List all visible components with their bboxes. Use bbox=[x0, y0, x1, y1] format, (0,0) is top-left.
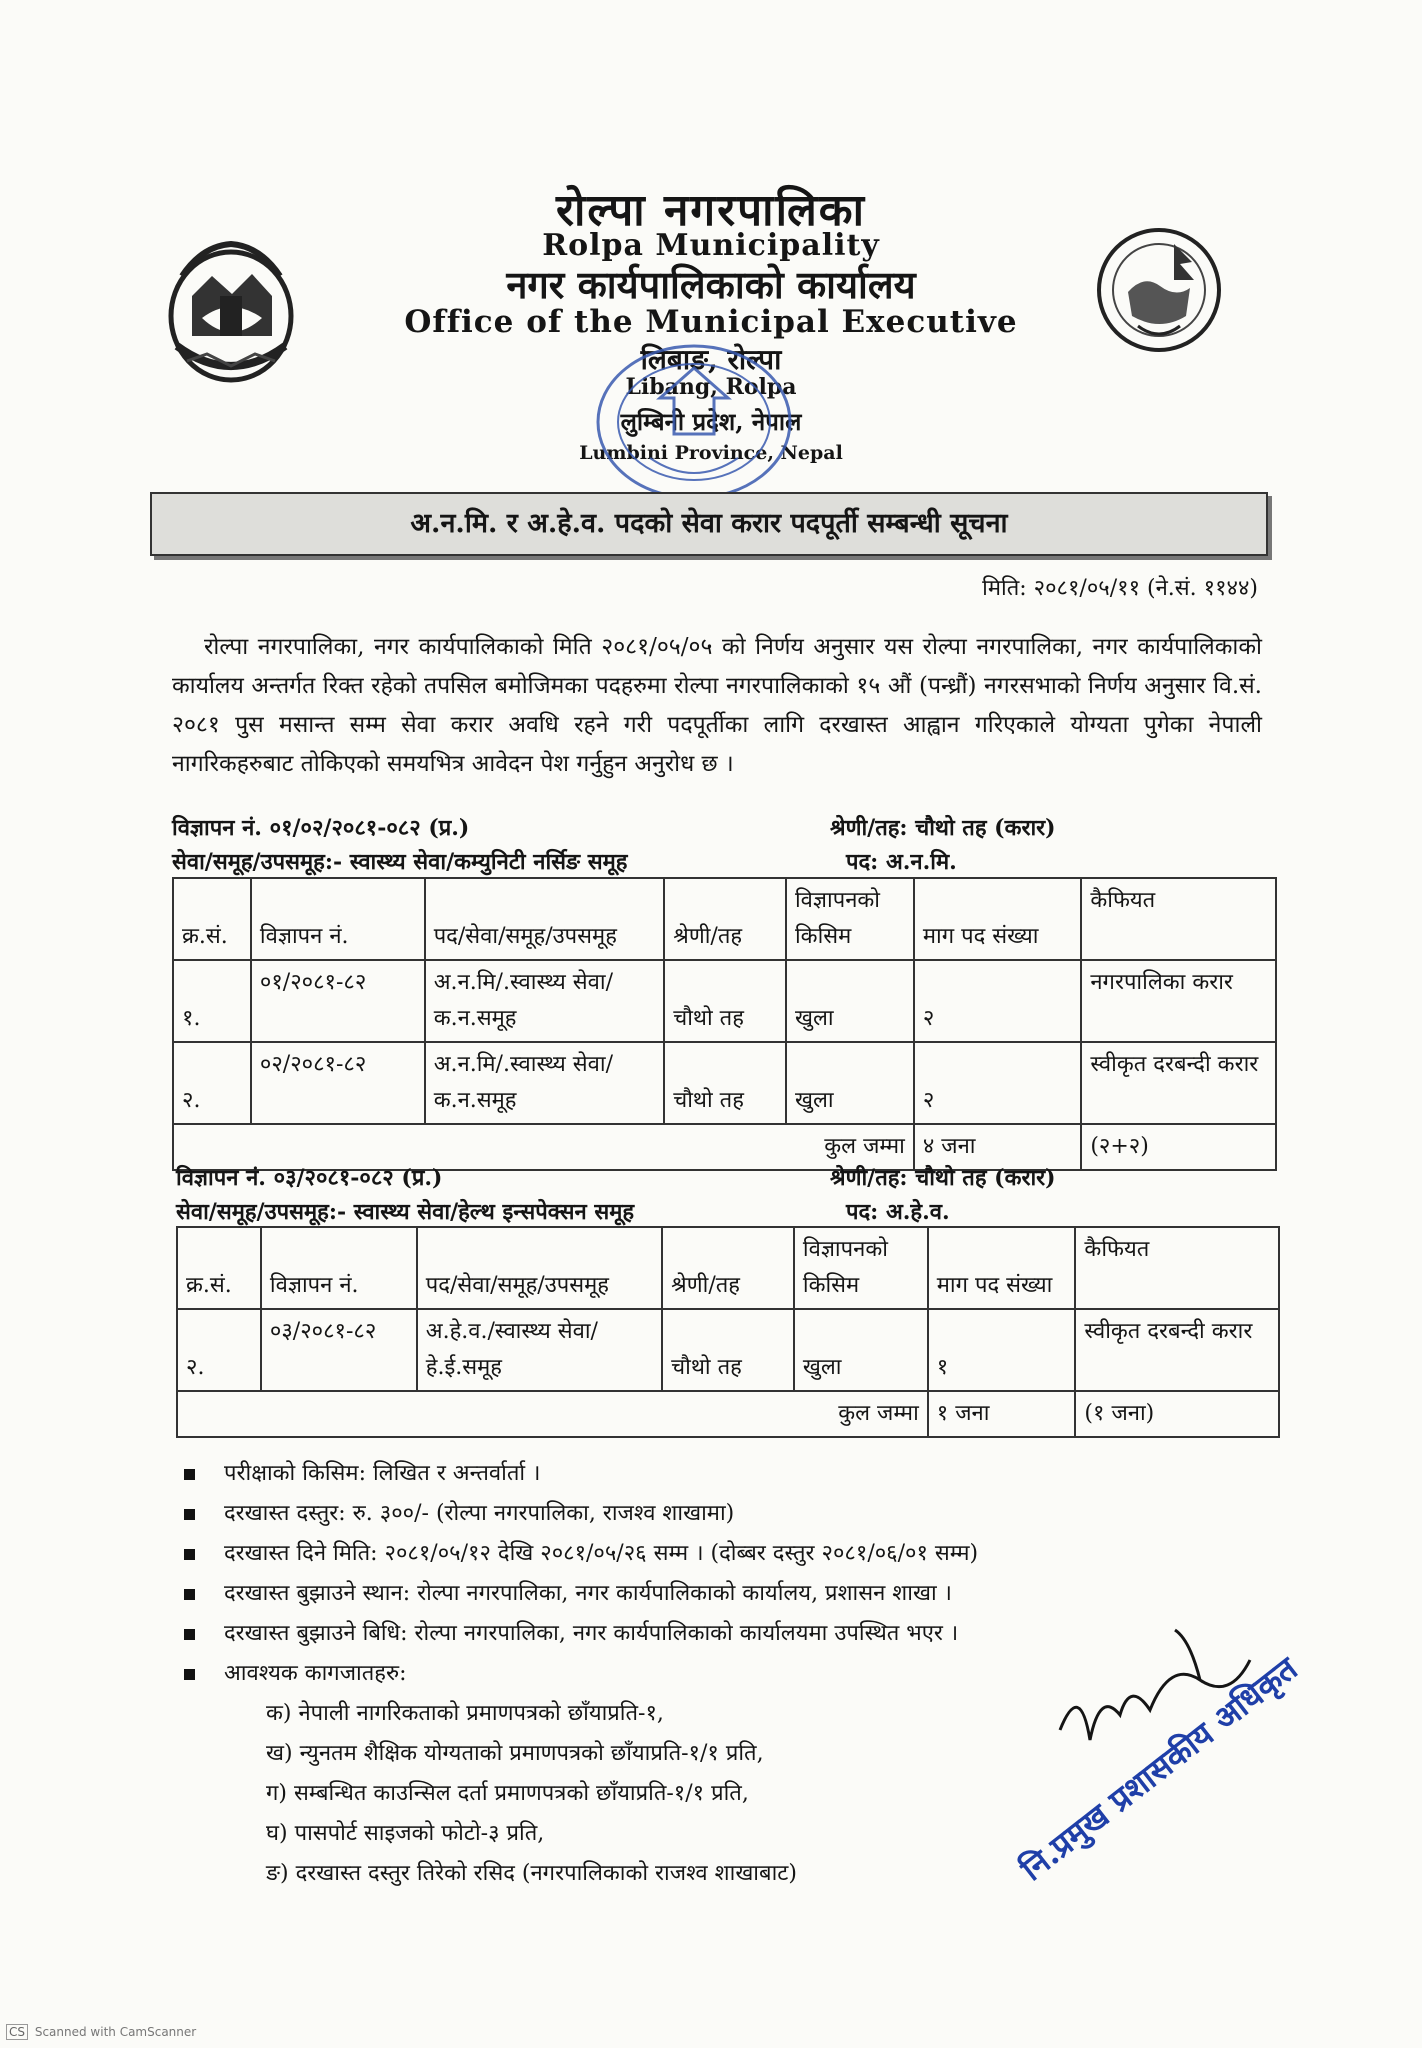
cell-remarks: नगरपालिका करार bbox=[1081, 960, 1276, 1042]
ad2-table bbox=[176, 1226, 1280, 1438]
header-cell: कैफियत bbox=[1075, 1227, 1279, 1309]
condition-item: परीक्षाको किसिम: लिखित र अन्तर्वार्ता । bbox=[184, 1454, 978, 1494]
cell-post: अ.न.मि/.स्वास्थ्य सेवा/क.न.समूह bbox=[425, 960, 665, 1042]
cell-post: अ.न.मि/.स्वास्थ्य सेवा/क.न.समूह bbox=[425, 1042, 665, 1124]
cell-sn: १. bbox=[173, 960, 251, 1042]
document-item: ख) न्युनतम शैक्षिक योग्यताको प्रमाणपत्रको छाँयाप्रति-१/१ प्रति, bbox=[266, 1741, 764, 1766]
camscanner-logo-icon: CS bbox=[6, 2024, 28, 2040]
place-nepali: लिबाङ, रोल्पा bbox=[640, 343, 782, 376]
cell-ad-no: ०१/२०८१-८२ bbox=[251, 960, 425, 1042]
total-label: कुल जम्मा bbox=[177, 1391, 928, 1437]
office-stamp-icon bbox=[590, 338, 798, 506]
condition-item: दरखास्त दिने मिति: २०८१/०५/१२ देखि २०८१/०५/२६ सम्म । (दोब्बर दस्तुर २०८१/०६/०१ सम्म) bbox=[184, 1534, 978, 1574]
ad1-number: विज्ञापन नं. ०१/०२/२०८१-०८२ (प्र.) bbox=[172, 815, 470, 841]
header-cell: श्रेणी/तह bbox=[664, 878, 786, 960]
header-cell: कैफियत bbox=[1081, 878, 1276, 960]
header-cell: पद/सेवा/समूह/उपसमूह bbox=[425, 878, 665, 960]
notice-title: अ.न.मि. र अ.हे.व. पदको सेवा करार पदपूर्ती सम्बन्धी सूचना bbox=[150, 492, 1268, 556]
notice-paragraph: रोल्पा नगरपालिका, नगर कार्यपालिकाको मिति २०८१/०५/०५ को निर्णय अनुसार यस रोल्पा नगरपालिका, नगर कार्यपालिकाको कार्यालय अन्तर्गत रिक्त रहेको तपसिल बमोजिमका पदहरुमा रोल्पा नगरपालिकाको १५ औं (पन्ध्रौं) नगरसभाको निर्णय अनुसार वि.सं. २०८१ पुस मसान्त सम्म सेवा करार अवधि रहने गरी पदपूर्तीका लागि दरखास्त आह्वान गरिएकाले योग्यता पुगेका नेपाली नागरिकहरुबाट तोकिएको समयभित्र आवेदन पेश गर्नुहुन अनुरोध छ । bbox=[172, 634, 1262, 777]
cell-post: अ.हे.व./स्वास्थ्य सेवा/हे.ई.समूह bbox=[417, 1309, 662, 1391]
scanner-footer-text: Scanned with CamScanner bbox=[34, 2025, 197, 2039]
header-cell: क्र.सं. bbox=[173, 878, 251, 960]
header-cell: विज्ञापनको किसिम bbox=[786, 878, 914, 960]
province-nepali: लुम्बिनी प्रदेश, नेपाल bbox=[620, 407, 802, 436]
cell-count: २ bbox=[914, 1042, 1082, 1124]
municipality-name-nepali: रोल्पा नगरपालिका bbox=[556, 185, 866, 236]
place-english: Libang, Rolpa bbox=[625, 374, 797, 400]
total-label: कुल जम्मा bbox=[173, 1124, 914, 1170]
ad1-level: श्रेणी/तह: चौथो तह (करार) bbox=[830, 815, 1056, 841]
total-value: ४ जना bbox=[914, 1124, 1082, 1170]
cell-level: चौथो तह bbox=[662, 1309, 794, 1391]
municipality-name-english: Rolpa Municipality bbox=[542, 228, 880, 263]
condition-item: दरखास्त बुझाउने स्थान: रोल्पा नगरपालिका, नगर कार्यपालिकाको कार्यालय, प्रशासन शाखा । bbox=[184, 1574, 978, 1614]
total-remarks: (१ जना) bbox=[1075, 1391, 1279, 1437]
office-name-nepali: नगर कार्यपालिकाको कार्यालय bbox=[506, 262, 916, 307]
cell-ad-no: ०३/२०८१-८२ bbox=[261, 1309, 417, 1391]
table-header-row bbox=[173, 878, 1276, 960]
ad2-level: श्रेणी/तह: चौथो तह (करार) bbox=[830, 1165, 1056, 1191]
scanner-footer bbox=[6, 2024, 196, 2040]
ad1-table bbox=[172, 877, 1277, 1171]
cell-sn: २. bbox=[173, 1042, 251, 1124]
cell-type: खुला bbox=[786, 960, 914, 1042]
cell-count: २ bbox=[914, 960, 1082, 1042]
conditions-list bbox=[184, 1454, 978, 1894]
document-item: ङ) दरखास्त दस्तुर तिरेको रसिद (नगरपालिकाको राजश्व शाखाबाट) bbox=[266, 1861, 797, 1886]
header-cell: श्रेणी/तह bbox=[662, 1227, 794, 1309]
header-cell: पद/सेवा/समूह/उपसमूह bbox=[417, 1227, 662, 1309]
table-row bbox=[177, 1309, 1279, 1391]
header-cell: माग पद संख्या bbox=[914, 878, 1082, 960]
signature-title: नि.प्रमुख प्रशासकीय अधिकृत bbox=[1013, 1649, 1305, 1889]
cell-level: चौथो तह bbox=[664, 1042, 786, 1124]
table-row bbox=[173, 960, 1276, 1042]
document-item: क) नेपाली नागरिकताको प्रमाणपत्रको छाँयाप्रति-१, bbox=[266, 1701, 664, 1726]
table-row bbox=[173, 1042, 1276, 1124]
total-value: १ जना bbox=[928, 1391, 1076, 1437]
ad2-service: सेवा/समूह/उपसमूह:- स्वास्थ्य सेवा/हेल्थ इन्सपेक्सन समूह bbox=[176, 1199, 635, 1225]
header-cell: क्र.सं. bbox=[177, 1227, 261, 1309]
header-cell: विज्ञापनको किसिम bbox=[794, 1227, 928, 1309]
document-item: ग) सम्बन्धित काउन्सिल दर्ता प्रमाणपत्रको छाँयाप्रति-१/१ प्रति, bbox=[266, 1781, 749, 1806]
notice-date: मिति: २०८१/०५/११ (ने.सं. ११४४) bbox=[982, 576, 1258, 601]
cell-count: १ bbox=[928, 1309, 1076, 1391]
ad1-service: सेवा/समूह/उपसमूह:- स्वास्थ्य सेवा/कम्युनिटी नर्सिङ समूह bbox=[172, 849, 628, 875]
province-english: Lumbini Province, Nepal bbox=[579, 442, 843, 464]
header-cell: विज्ञापन नं. bbox=[251, 878, 425, 960]
document-item: घ) पासपोर्ट साइजको फोटो-३ प्रति, bbox=[266, 1821, 545, 1846]
condition-item: दरखास्त दस्तुर: रु. ३००/- (रोल्पा नगरपालिका, राजश्व शाखामा) bbox=[184, 1494, 978, 1534]
condition-item: आवश्यक कागजातहरु: bbox=[184, 1654, 978, 1694]
cell-level: चौथो तह bbox=[664, 960, 786, 1042]
ad2-number: विज्ञापन नं. ०३/२०८१-०८२ (प्र.) bbox=[176, 1165, 443, 1191]
cell-remarks: स्वीकृत दरबन्दी करार bbox=[1081, 1042, 1276, 1124]
office-name-english: Office of the Municipal Executive bbox=[404, 304, 1018, 340]
table-total-row bbox=[177, 1391, 1279, 1437]
cell-ad-no: ०२/२०८१-८२ bbox=[251, 1042, 425, 1124]
cell-remarks: स्वीकृत दरबन्दी करार bbox=[1075, 1309, 1279, 1391]
header-cell: विज्ञापन नं. bbox=[261, 1227, 417, 1309]
cell-type: खुला bbox=[794, 1309, 928, 1391]
ad1-post: पद: अ.न.मि. bbox=[846, 849, 957, 875]
table-header-row bbox=[177, 1227, 1279, 1309]
signature-block bbox=[1000, 1620, 1330, 1910]
cell-sn: २. bbox=[177, 1309, 261, 1391]
header-cell: माग पद संख्या bbox=[928, 1227, 1076, 1309]
condition-item: दरखास्त बुझाउने बिधि: रोल्पा नगरपालिका, नगर कार्यपालिकाको कार्यालयमा उपस्थित भएर । bbox=[184, 1614, 978, 1654]
total-remarks: (२+२) bbox=[1081, 1124, 1276, 1170]
ad2-post: पद: अ.हे.व. bbox=[846, 1199, 950, 1225]
cell-type: खुला bbox=[786, 1042, 914, 1124]
